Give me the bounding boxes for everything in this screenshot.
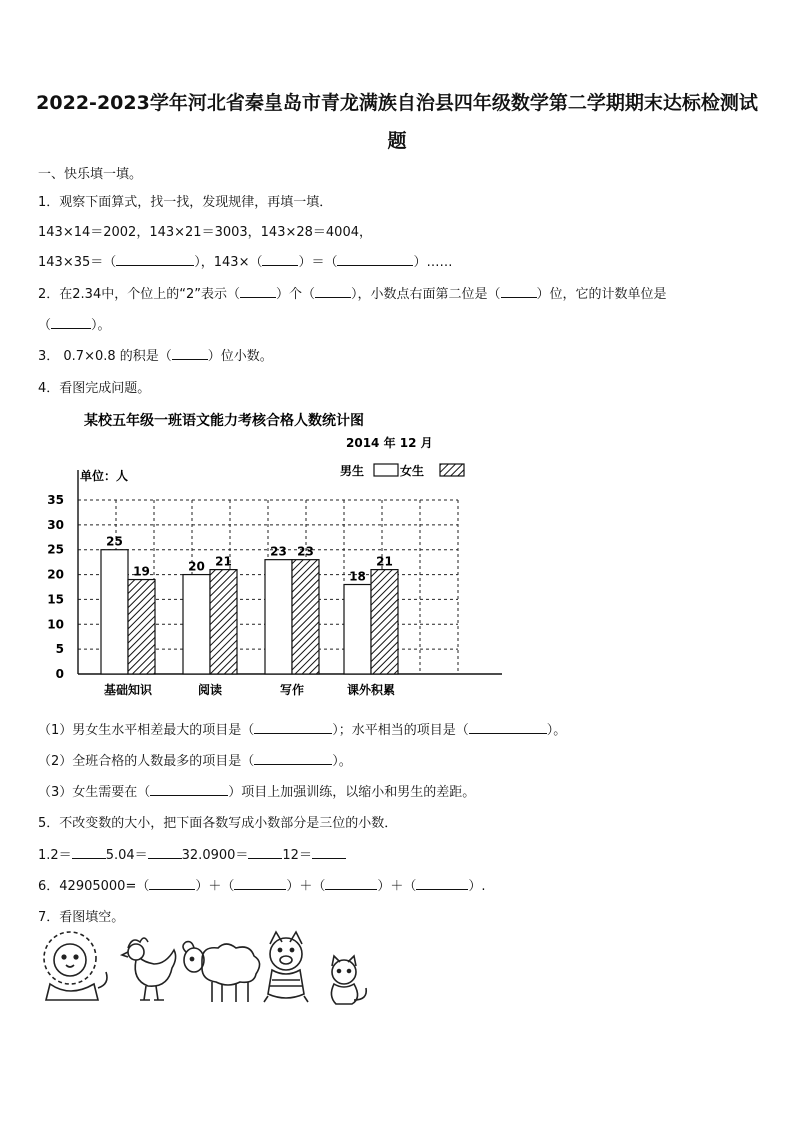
chart-subtitle: 2014 年 12 月: [346, 436, 433, 450]
q1-given: 143×14＝2002，143×21＝3003，143×28＝4004，: [38, 225, 372, 240]
y-tick-label: 30: [47, 517, 64, 532]
q5-fill-line: 1.2＝ 5.04＝ 32.0900＝ 12＝: [38, 844, 346, 863]
legend-label-male: 男生: [340, 464, 365, 478]
lion-icon: [44, 932, 107, 1000]
q4-stem: 4．看图完成问题。: [38, 381, 151, 396]
rooster-icon: [122, 938, 176, 1000]
bar-chart: [38, 400, 518, 710]
y-tick-label: 0: [55, 667, 64, 681]
q5-blank-1[interactable]: [72, 846, 106, 859]
pig-icon: [264, 932, 308, 1002]
legend-label-female: 女生: [400, 464, 425, 478]
q4-blank-2[interactable]: [469, 721, 547, 734]
bar-value-label: 23: [297, 544, 314, 559]
bar-male: [101, 550, 128, 674]
bar-female: [371, 570, 398, 674]
q5-blank-3[interactable]: [248, 846, 282, 859]
legend-swatch-male: [374, 464, 398, 476]
animal-pictures: [36, 928, 376, 1012]
q2-line-1: 2．在2.34中，个位上的“2”表示（ ）个（ ），小数点右面第二位是（ ）位，它的计数单位是: [38, 287, 667, 302]
bar-female: [210, 570, 237, 674]
x-category-label: 基础知识: [103, 683, 153, 697]
q5-stem: 5．不改变数的大小，把下面各数写成小数部分是三位的小数．: [38, 816, 398, 831]
q6-blank-2[interactable]: [234, 877, 286, 890]
q2-blank-3[interactable]: [501, 285, 537, 298]
y-tick-label: 15: [47, 592, 64, 607]
q2-blank-4[interactable]: [51, 316, 91, 329]
page-title: 2022-2023学年河北省秦皇岛市青龙满族自治县四年级数学第二学期期末达标检测试: [36, 92, 758, 114]
q1-blank-3[interactable]: [337, 253, 413, 266]
bar-chart-svg: [38, 400, 518, 710]
x-category-label: 写作: [279, 683, 305, 697]
y-tick-label: 25: [47, 542, 64, 557]
q1-fill-line: 143×35＝（ ），143×（ ）＝（ ）……: [38, 255, 453, 270]
q1-stem: 1．观察下面算式，找一找，发现规律，再填一填．: [38, 195, 333, 210]
legend-swatch-female: [440, 464, 464, 476]
q5-blank-4[interactable]: [312, 846, 346, 859]
q6-line: 6．42905000=（ ）＋（ ）＋（ ）＋（ ）.: [38, 879, 486, 894]
q6-blank-3[interactable]: [325, 877, 377, 890]
q3-line: 3． 0.7×0.8 的积是（ ）位小数。: [38, 349, 273, 364]
q2-blank-2[interactable]: [315, 285, 351, 298]
bar-value-label: 18: [349, 569, 366, 584]
y-tick-label: 20: [47, 567, 64, 582]
q3-blank[interactable]: [172, 347, 208, 360]
bar-male: [265, 560, 292, 674]
bar-value-label: 21: [215, 554, 232, 569]
q5-blank-2[interactable]: [148, 846, 182, 859]
bar-female: [128, 580, 155, 674]
chart-title: 某校五年级一班语文能力考核合格人数统计图: [84, 413, 364, 429]
bar-value-label: 19: [133, 564, 150, 579]
q4-sub-2: （2）全班合格的人数最多的项目是（ ）。: [38, 754, 352, 769]
q2-line-2: （ ）。: [38, 318, 111, 333]
q4-blank-3[interactable]: [254, 752, 332, 765]
bar-value-label: 21: [376, 554, 393, 569]
q4-blank-4[interactable]: [150, 783, 228, 796]
q6-blank-1[interactable]: [149, 877, 195, 890]
q7-stem: 7．看图填空。: [38, 910, 125, 925]
cat-icon: [331, 956, 366, 1004]
q1-blank-2[interactable]: [262, 253, 298, 266]
page-title-continued: 题: [387, 130, 407, 152]
bar-male: [183, 575, 210, 674]
q4-sub-3: （3）女生需要在（ ）项目上加强训练，以缩小和男生的差距。: [38, 785, 476, 800]
x-category-label: 课外积累: [346, 683, 396, 697]
q2-blank-1[interactable]: [240, 285, 276, 298]
x-category-label: 阅读: [197, 683, 223, 697]
bar-value-label: 25: [106, 534, 123, 549]
bar-female: [292, 560, 319, 674]
q1-blank-1[interactable]: [116, 253, 194, 266]
y-tick-label: 35: [47, 493, 64, 507]
q6-blank-4[interactable]: [416, 877, 468, 890]
bar-value-label: 23: [270, 544, 287, 559]
bar-value-label: 20: [188, 559, 205, 574]
sheep-icon: [183, 942, 260, 1002]
y-tick-label: 5: [55, 642, 64, 657]
section-heading: 一、快乐填一填。: [38, 167, 143, 182]
chart-unit-label: 单位：人: [80, 469, 129, 483]
q4-sub-1: （1）男女生水平相差最大的项目是（ ）；水平相当的项目是（ ）。: [38, 723, 567, 738]
y-tick-label: 10: [47, 617, 64, 632]
q4-blank-1[interactable]: [254, 721, 332, 734]
bar-male: [344, 585, 371, 674]
